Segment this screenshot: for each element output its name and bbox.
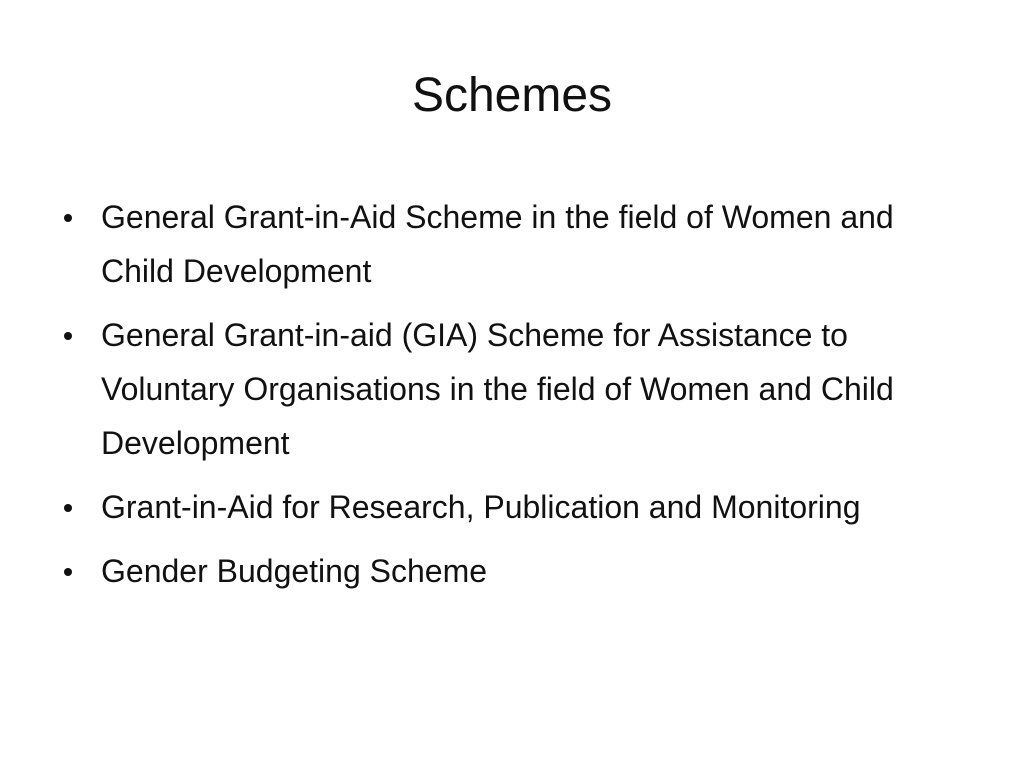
bullet-item bbox=[58, 480, 958, 534]
bullet-item bbox=[58, 544, 958, 598]
bullet-dot-icon bbox=[64, 332, 72, 340]
bullet-text: General Grant-in-aid (GIA) Scheme for Assistance to Voluntary Organisations in the field of Women and Child Development bbox=[101, 317, 894, 461]
bullet-list bbox=[58, 190, 958, 608]
bullet-dot-icon bbox=[64, 568, 72, 576]
bullet-text: General Grant-in-Aid Scheme in the field of Women and Child Development bbox=[101, 199, 894, 289]
bullet-item bbox=[58, 308, 958, 470]
slide-title: Schemes bbox=[411, 69, 613, 122]
bullet-text: Gender Budgeting Scheme bbox=[101, 553, 488, 589]
bullet-item bbox=[58, 190, 958, 298]
bullet-dot-icon bbox=[64, 504, 72, 512]
bullet-text: Grant-in-Aid for Research, Publication and Monitoring bbox=[101, 489, 861, 525]
bullet-dot-icon bbox=[64, 214, 72, 222]
